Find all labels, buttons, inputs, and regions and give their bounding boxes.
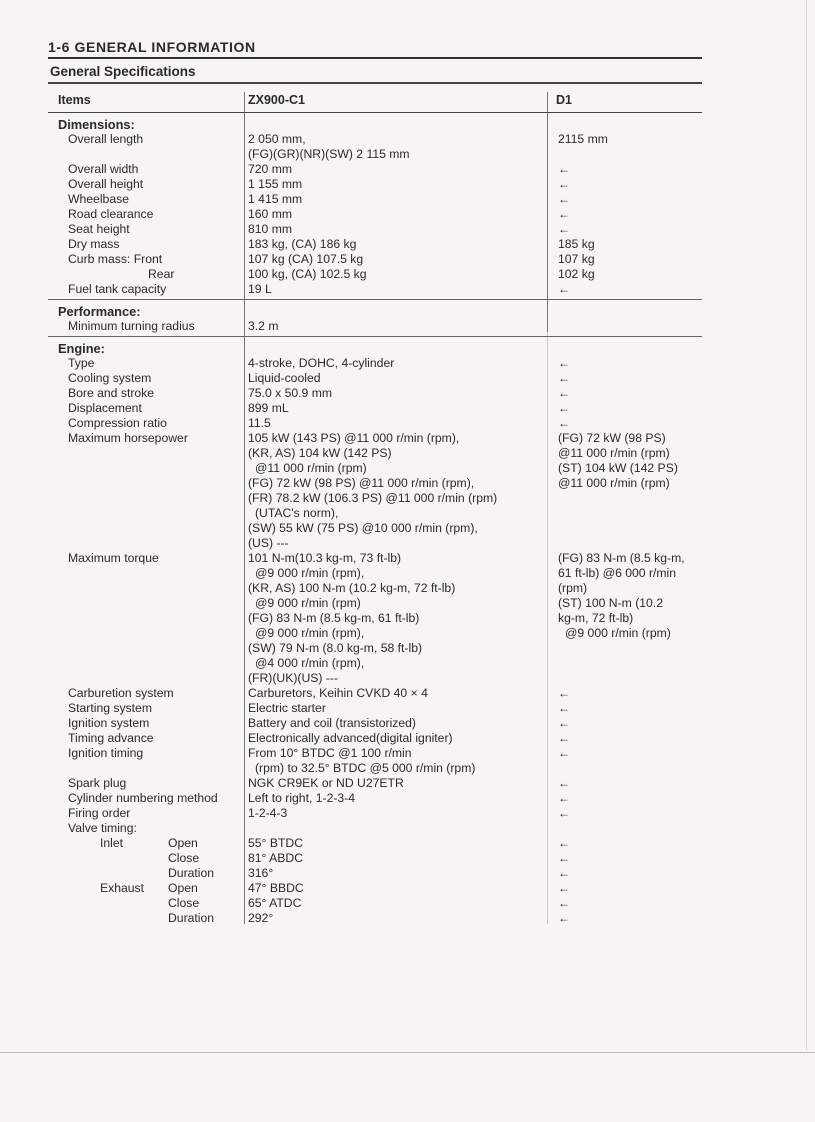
model-value: Battery and coil (transistorized) — [248, 716, 416, 730]
item-label: Rear — [148, 267, 175, 281]
model-value: 292° — [248, 911, 274, 925]
item-cell — [48, 776, 244, 791]
d1-value-cell — [548, 881, 702, 896]
d1-value: (FG) 72 kW (98 PS) — [558, 431, 666, 445]
model-value: (KR, AS) 104 kW (142 PS) — [248, 446, 392, 460]
d1-value — [558, 821, 702, 836]
model-value: 105 kW (143 PS) @11 000 r/min (rpm), — [248, 431, 460, 445]
model-value-cell — [244, 431, 548, 551]
same-as-left-arrow-icon: ← — [558, 371, 570, 385]
item-label: Minimum turning radius — [68, 319, 195, 333]
d1-value-cell — [548, 356, 702, 371]
item-cell — [48, 252, 244, 267]
table-row — [48, 252, 702, 267]
d1-value-cell — [548, 791, 702, 806]
section-subheader: General Specifications — [50, 64, 196, 79]
valve-event-label: Close — [168, 896, 200, 910]
model-value: 720 mm — [248, 162, 293, 176]
model-value: (SW) 79 N-m (8.0 kg-m, 58 ft-lb) — [248, 641, 423, 655]
d1-value-cell — [548, 836, 702, 851]
table-row — [48, 356, 702, 371]
model-value: 2 050 mm, — [248, 132, 306, 146]
header-rule — [48, 57, 702, 59]
item-label: Timing advance — [68, 731, 154, 745]
item-label — [68, 896, 244, 911]
item-cell — [48, 821, 244, 836]
table-row — [48, 162, 702, 177]
item-label: Ignition system — [68, 716, 150, 730]
d1-value-cell — [548, 866, 702, 881]
table-row — [48, 177, 702, 192]
model-value: 19 L — [248, 282, 272, 296]
model-value-cell — [244, 267, 548, 282]
d1-value: (FG) 83 N-m (8.5 kg-m, — [558, 551, 685, 565]
model-value-cell — [244, 896, 548, 911]
model-value-cell — [244, 911, 548, 926]
model-value-cell — [244, 177, 548, 192]
d1-value: 107 kg — [558, 252, 595, 266]
d1-value-cell — [548, 686, 702, 701]
table-row — [48, 851, 702, 866]
d1-value-cell — [548, 371, 702, 386]
model-value: 55° BTDC — [248, 836, 303, 850]
same-as-left-arrow-icon: ← — [558, 282, 570, 296]
item-cell — [48, 431, 244, 551]
table-row — [48, 881, 702, 896]
model-value-cell — [244, 686, 548, 701]
item-cell — [48, 836, 244, 851]
item-label: Bore and stroke — [68, 386, 155, 400]
model-value-cell — [244, 806, 548, 821]
valve-event-label: Duration — [168, 911, 215, 925]
d1-value-cell — [548, 746, 702, 776]
column-header-model: ZX900-C1 — [248, 93, 305, 107]
item-cell — [48, 192, 244, 207]
model-value: NGK CR9EK or ND U27ETR — [248, 776, 404, 790]
same-as-left-arrow-icon: ← — [558, 911, 570, 925]
model-value: 3.2 m — [248, 319, 279, 333]
d1-value-cell — [548, 731, 702, 746]
item-cell — [48, 386, 244, 401]
item-cell — [48, 791, 244, 806]
item-cell — [48, 267, 244, 282]
item-cell — [48, 371, 244, 386]
d1-value: kg-m, 72 ft-lb) — [558, 611, 634, 625]
model-value-cell — [244, 237, 548, 252]
spec-table — [48, 84, 702, 928]
item-label: Overall width — [68, 162, 139, 176]
d1-value-cell — [548, 416, 702, 431]
model-value: 75.0 x 50.9 mm — [248, 386, 332, 400]
valve-group-label: Exhaust — [100, 881, 145, 895]
model-value: Left to right, 1-2-3-4 — [248, 791, 356, 805]
table-row — [48, 132, 702, 162]
model-value: (UTAC's norm), — [255, 506, 339, 520]
model-value: 107 kg (CA) 107.5 kg — [248, 252, 364, 266]
page-header: 1-6 GENERAL INFORMATION — [48, 39, 256, 55]
table-row — [48, 551, 702, 686]
d1-value-cell — [548, 701, 702, 716]
item-label: Wheelbase — [68, 192, 129, 206]
valve-group-label — [68, 896, 168, 911]
item-label — [68, 866, 244, 881]
d1-value: @9 000 r/min (rpm) — [565, 626, 671, 640]
model-value: 81° ABDC — [248, 851, 304, 865]
item-label: Maximum torque — [68, 551, 159, 565]
model-value: 1 155 mm — [248, 177, 303, 191]
model-value-cell — [244, 386, 548, 401]
d1-value-cell — [548, 192, 702, 207]
table-header-row — [48, 84, 702, 113]
table-row — [48, 237, 702, 252]
same-as-left-arrow-icon: ← — [558, 177, 570, 191]
same-as-left-arrow-icon: ← — [558, 701, 570, 715]
item-cell — [48, 551, 244, 686]
same-as-left-arrow-icon: ← — [558, 806, 570, 820]
table-row — [48, 319, 702, 334]
d1-value-cell — [548, 806, 702, 821]
d1-value: (ST) 100 N-m (10.2 — [558, 596, 663, 610]
item-cell — [48, 237, 244, 252]
item-label: Overall height — [68, 177, 144, 191]
model-value-cell — [244, 371, 548, 386]
column-header-d1: D1 — [556, 93, 572, 107]
model-value-cell — [244, 222, 548, 237]
valve-event-label: Duration — [168, 866, 215, 880]
model-value-cell — [244, 851, 548, 866]
model-value: 47° BBDC — [248, 881, 304, 895]
item-cell — [48, 132, 244, 162]
valve-event-label: Open — [168, 836, 198, 850]
model-value-cell — [244, 866, 548, 881]
model-value: Liquid-cooled — [248, 371, 321, 385]
item-label: Dry mass — [68, 237, 120, 251]
model-value-cell — [244, 821, 548, 836]
model-value: 160 mm — [248, 207, 293, 221]
model-value: (rpm) to 32.5° BTDC @5 000 r/min (rpm) — [255, 761, 476, 775]
model-value-cell — [244, 207, 548, 222]
section-title: Performance: — [58, 304, 141, 319]
model-value: @4 000 r/min (rpm), — [255, 656, 365, 670]
valve-group-label — [68, 911, 168, 926]
item-label — [68, 881, 244, 896]
d1-value: 185 kg — [558, 237, 595, 251]
valve-event-label: Open — [168, 881, 198, 895]
item-label: Type — [68, 356, 95, 370]
model-value: (FG) 83 N-m (8.5 kg-m, 61 ft-lb) — [248, 611, 420, 625]
d1-value: @11 000 r/min (rpm) — [558, 446, 670, 460]
item-label: Cooling system — [68, 371, 152, 385]
d1-value: 2115 mm — [558, 132, 608, 146]
same-as-left-arrow-icon: ← — [558, 836, 570, 850]
model-value: @9 000 r/min (rpm), — [255, 626, 365, 640]
table-row — [48, 207, 702, 222]
page-edge-line — [806, 0, 807, 1050]
same-as-left-arrow-icon: ← — [558, 386, 570, 400]
same-as-left-arrow-icon: ← — [558, 162, 570, 176]
d1-value-cell — [548, 716, 702, 731]
item-label: Firing order — [68, 806, 131, 820]
model-value: Electronically advanced(digital igniter) — [248, 731, 453, 745]
model-value: 1-2-4-3 — [248, 806, 288, 820]
item-label — [68, 911, 244, 926]
d1-value-cell — [548, 896, 702, 911]
model-value: @9 000 r/min (rpm), — [255, 566, 365, 580]
model-value-cell — [244, 132, 548, 162]
item-label: Fuel tank capacity — [68, 282, 167, 296]
same-as-left-arrow-icon: ← — [558, 791, 570, 805]
d1-value-cell — [548, 222, 702, 237]
item-cell — [48, 746, 244, 776]
model-value-cell — [244, 282, 548, 297]
model-value: 11.5 — [248, 416, 271, 430]
table-row — [48, 282, 702, 297]
table-section — [48, 113, 702, 300]
item-cell — [48, 222, 244, 237]
item-label: Ignition timing — [68, 746, 144, 760]
same-as-left-arrow-icon: ← — [558, 686, 570, 700]
table-row — [48, 431, 702, 551]
d1-value-cell — [548, 319, 702, 334]
item-cell — [48, 686, 244, 701]
model-value-cell — [244, 162, 548, 177]
model-value: 899 mL — [248, 401, 289, 415]
item-cell — [48, 401, 244, 416]
model-value-cell — [244, 731, 548, 746]
item-label: Starting system — [68, 701, 152, 715]
item-cell — [48, 731, 244, 746]
model-value: 100 kg, (CA) 102.5 kg — [248, 267, 367, 281]
item-label: Spark plug — [68, 776, 127, 790]
d1-value-cell — [548, 177, 702, 192]
same-as-left-arrow-icon: ← — [558, 776, 570, 790]
model-value: 101 N-m(10.3 kg-m, 73 ft-lb) — [248, 551, 402, 565]
model-value-cell — [244, 252, 548, 267]
table-row — [48, 866, 702, 881]
table-row — [48, 791, 702, 806]
model-value-cell — [244, 416, 548, 431]
table-row — [48, 686, 702, 701]
model-value-cell — [244, 746, 548, 776]
d1-value — [558, 319, 702, 334]
table-row — [48, 386, 702, 401]
item-cell — [48, 416, 244, 431]
item-cell — [48, 881, 244, 896]
section-title: Engine: — [58, 341, 105, 356]
valve-event-label: Close — [168, 851, 200, 865]
item-cell — [48, 282, 244, 297]
d1-value-cell — [548, 267, 702, 282]
d1-value-cell — [548, 911, 702, 926]
valve-group-label: Inlet — [100, 836, 124, 850]
d1-value-cell — [548, 551, 702, 686]
d1-value-cell — [548, 401, 702, 416]
item-cell — [48, 896, 244, 911]
item-label: Compression ratio — [68, 416, 167, 430]
d1-value-cell — [548, 776, 702, 791]
model-value — [248, 821, 548, 836]
model-value-cell — [244, 356, 548, 371]
table-body — [48, 113, 702, 928]
item-label: Overall length — [68, 132, 144, 146]
model-value: 65° ATDC — [248, 896, 302, 910]
item-cell — [48, 207, 244, 222]
d1-value-cell — [548, 431, 702, 551]
model-value: 316° — [248, 866, 274, 880]
table-row — [48, 776, 702, 791]
table-row — [48, 821, 702, 836]
same-as-left-arrow-icon: ← — [558, 356, 570, 370]
table-row — [48, 267, 702, 282]
section-title: Dimensions: — [58, 117, 135, 132]
model-value-cell — [244, 701, 548, 716]
item-cell — [48, 177, 244, 192]
same-as-left-arrow-icon: ← — [558, 401, 570, 415]
page-edge-line — [0, 1052, 815, 1053]
d1-value-cell — [548, 821, 702, 836]
model-value: (FR) 78.2 kW (106.3 PS) @11 000 r/min (rpm) — [248, 491, 498, 505]
table-row — [48, 401, 702, 416]
model-value-cell — [244, 791, 548, 806]
model-value: Electric starter — [248, 701, 326, 715]
model-value-cell — [244, 716, 548, 731]
model-value: 1 415 mm — [248, 192, 303, 206]
item-cell — [48, 866, 244, 881]
d1-value: @11 000 r/min (rpm) — [558, 476, 670, 490]
table-row — [48, 416, 702, 431]
table-row — [48, 371, 702, 386]
d1-value: 61 ft-lb) @6 000 r/min — [558, 566, 677, 580]
table-row — [48, 731, 702, 746]
item-cell — [48, 162, 244, 177]
item-label: Valve timing: — [68, 821, 137, 835]
same-as-left-arrow-icon: ← — [558, 192, 570, 206]
table-row — [48, 192, 702, 207]
model-value-cell — [244, 192, 548, 207]
model-value-cell — [244, 881, 548, 896]
item-cell — [48, 851, 244, 866]
same-as-left-arrow-icon: ← — [558, 731, 570, 745]
same-as-left-arrow-icon: ← — [558, 866, 570, 880]
table-section — [48, 300, 702, 337]
model-value: (FG)(GR)(NR)(SW) 2 115 mm — [248, 147, 410, 161]
d1-value-cell — [548, 851, 702, 866]
item-label: Road clearance — [68, 207, 154, 221]
model-value: (KR, AS) 100 N-m (10.2 kg-m, 72 ft-lb) — [248, 581, 456, 595]
model-value-cell — [244, 551, 548, 686]
model-value: @11 000 r/min (rpm) — [255, 461, 367, 475]
item-cell — [48, 716, 244, 731]
same-as-left-arrow-icon: ← — [558, 716, 570, 730]
model-value-cell — [244, 319, 548, 334]
model-value: 4-stroke, DOHC, 4-cylinder — [248, 356, 395, 370]
d1-value: (ST) 104 kW (142 PS) — [558, 461, 678, 475]
model-value-cell — [244, 776, 548, 791]
item-label: Displacement — [68, 401, 142, 415]
item-label — [68, 851, 244, 866]
item-label: Cylinder numbering method — [68, 791, 218, 805]
same-as-left-arrow-icon: ← — [558, 222, 570, 236]
model-value: (SW) 55 kW (75 PS) @10 000 r/min (rpm), — [248, 521, 478, 535]
table-row — [48, 896, 702, 911]
d1-value-cell — [548, 282, 702, 297]
item-cell — [48, 356, 244, 371]
model-value: (FG) 72 kW (98 PS) @11 000 r/min (rpm), — [248, 476, 475, 490]
d1-value: (rpm) — [558, 581, 588, 595]
item-label: Curb mass: Front — [68, 252, 163, 266]
item-label: Carburetion system — [68, 686, 174, 700]
item-label — [68, 836, 244, 851]
table-row — [48, 806, 702, 821]
item-cell — [48, 911, 244, 926]
d1-value-cell — [548, 386, 702, 401]
column-header-items: Items — [58, 93, 91, 107]
table-row — [48, 836, 702, 851]
model-value: @9 000 r/min (rpm) — [255, 596, 361, 610]
same-as-left-arrow-icon: ← — [558, 896, 570, 910]
model-value: Carburetors, Keihin CVKD 40 × 4 — [248, 686, 428, 700]
same-as-left-arrow-icon: ← — [558, 746, 570, 760]
same-as-left-arrow-icon: ← — [558, 207, 570, 221]
model-value-cell — [244, 401, 548, 416]
table-section — [48, 337, 702, 928]
item-cell — [48, 701, 244, 716]
item-label: Maximum horsepower — [68, 431, 188, 445]
same-as-left-arrow-icon: ← — [558, 416, 570, 430]
item-cell — [48, 319, 244, 334]
valve-group-label — [68, 866, 168, 881]
d1-value: 102 kg — [558, 267, 595, 281]
d1-value-cell — [548, 162, 702, 177]
model-value: From 10° BTDC @1 100 r/min — [248, 746, 412, 760]
same-as-left-arrow-icon: ← — [558, 851, 570, 865]
table-row — [48, 911, 702, 926]
model-value: (US) --- — [248, 536, 289, 550]
model-value: (FR)(UK)(US) --- — [248, 671, 339, 685]
valve-group-label — [68, 851, 168, 866]
table-row — [48, 746, 702, 776]
item-cell — [48, 806, 244, 821]
table-row — [48, 701, 702, 716]
item-label: Seat height — [68, 222, 130, 236]
table-row — [48, 716, 702, 731]
model-value: 810 mm — [248, 222, 293, 236]
d1-value-cell — [548, 207, 702, 222]
table-row — [48, 222, 702, 237]
d1-value-cell — [548, 132, 702, 162]
same-as-left-arrow-icon: ← — [558, 881, 570, 895]
model-value: 183 kg, (CA) 186 kg — [248, 237, 357, 251]
d1-value-cell — [548, 237, 702, 252]
model-value-cell — [244, 836, 548, 851]
d1-value-cell — [548, 252, 702, 267]
